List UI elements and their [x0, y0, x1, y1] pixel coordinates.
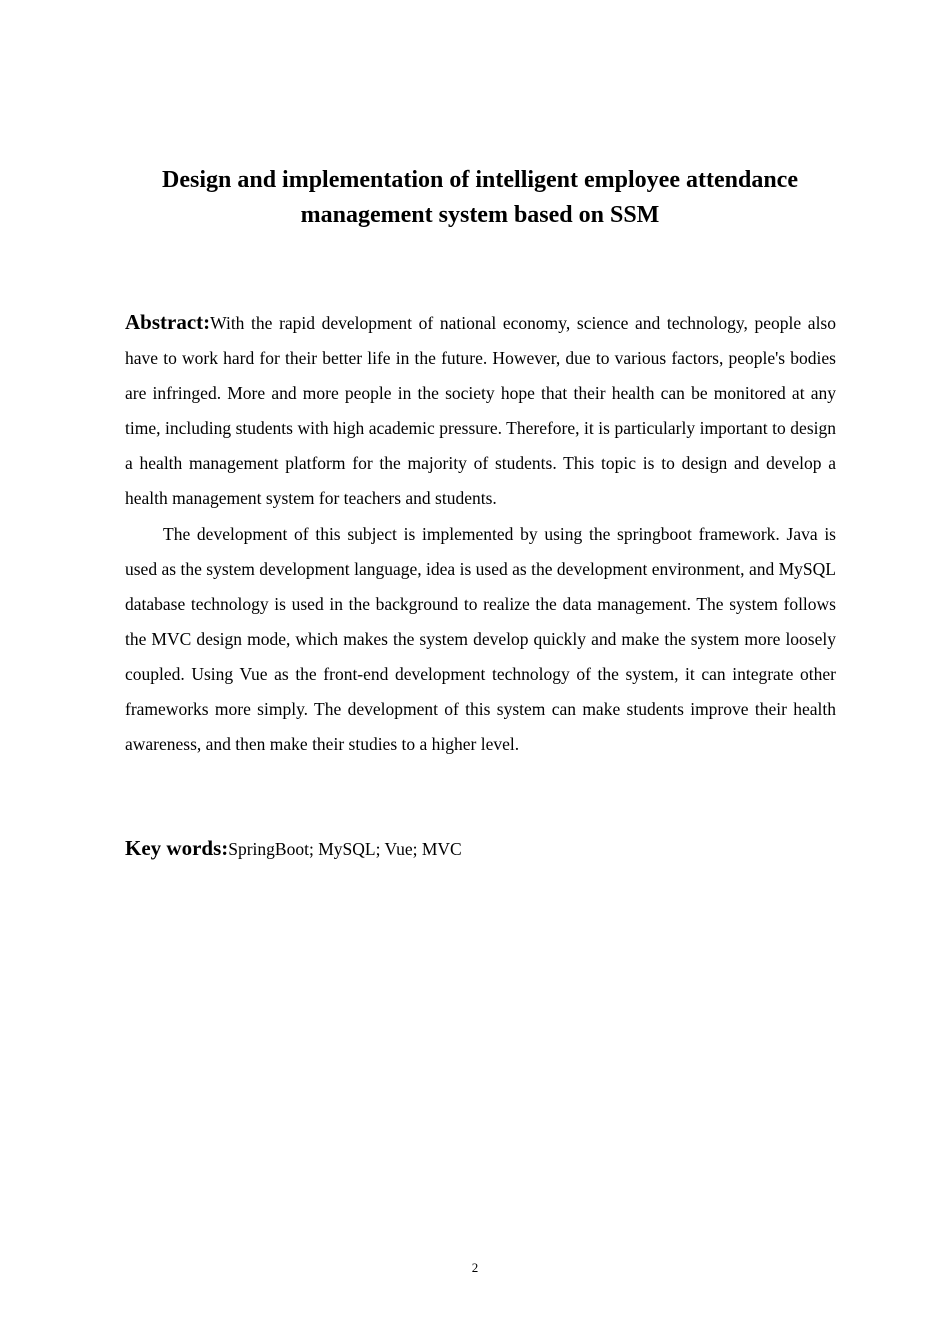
keywords-label: Key words:	[125, 836, 229, 860]
abstract-text-2: The development of this subject is implemented by using the springboot framework. Java is used as the system development language, idea is used as the development environment, and MySQL database technology is used in the background to realize the data management. The system follows the MVC design mode, which makes the system develop quickly and make the system more loosely coupled. Using Vue as the front-end development technology of the system, it can integrate other frameworks more simply. The development of this system can make students improve their health awareness, and then make their studies to a higher level.	[125, 523, 836, 755]
abstract-paragraph-2	[125, 517, 836, 763]
abstract-text-1: With the rapid development of national economy, science and technology, people also have to work hard for their better life in the future. However, due to various factors, people's bodies are infringed. More and more people in the society hope that their health can be monitored at any time, including students with high academic pressure. Therefore, it is particularly important to design a health management platform for the majority of students. This topic is to design and develop a health management system for teachers and students.	[125, 313, 836, 509]
page-number: 2	[471, 1260, 479, 1275]
title-line-1: Design and implementation of intelligent employee attendance	[162, 167, 798, 193]
keywords-text: SpringBoot; MySQL; Vue; MVC	[228, 839, 462, 859]
title-line-2: management system based on SSM	[300, 202, 660, 228]
keywords-section	[125, 831, 836, 867]
abstract-section	[125, 305, 836, 762]
abstract-label: Abstract:	[125, 310, 211, 334]
abstract-paragraph-1	[125, 305, 836, 517]
document-title	[118, 163, 842, 233]
